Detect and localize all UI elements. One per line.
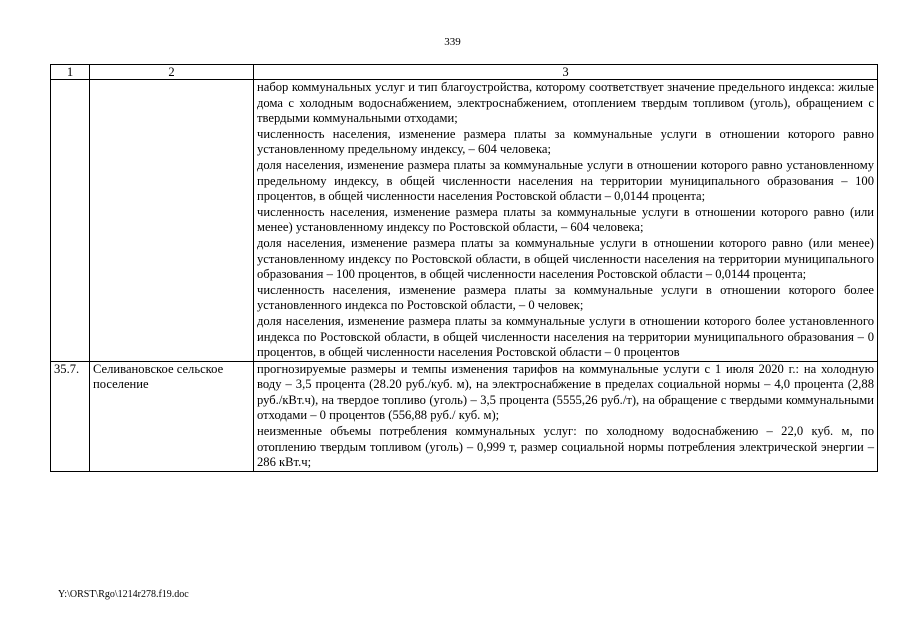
column-header: 2	[90, 65, 254, 80]
page-number: 339	[444, 36, 461, 48]
row-number-cell: 35.7.	[51, 361, 90, 471]
paragraph: набор коммунальных услуг и тип благоустройства, которому соответствует значение предельного индекса: жилые дома с холодным водоснабжением, электроснабжением, отоплением твердым топливом (уголь), обращением с твердыми коммунальными отходами;	[257, 80, 874, 126]
column-header: 1	[51, 65, 90, 80]
table-row	[51, 361, 878, 471]
row-content-cell	[254, 80, 878, 362]
file-path-footer: Y:\ORST\Rgo\1214r278.f19.doc	[58, 589, 189, 600]
paragraph: доля населения, изменение размера платы за коммунальные услуги в отношении которого равно установленному предельному индексу, в общей численности населения на территории муниципального образования – 100 процентов, в общей численности населения Ростовской области – 0,0144 процента;	[257, 157, 874, 204]
row-number-cell	[51, 80, 90, 362]
paragraph: численность населения, изменение размера платы за коммунальные услуги в отношении которого равно (или менее) установленному индексу по Ростовской области, – 604 человека;	[257, 204, 874, 235]
paragraph: доля населения, изменение размера платы за коммунальные услуги в отношении которого равно (или менее) установленному индексу по Ростовской области, в общей численности населения на территории муниципального образования – 100 процентов, в общей численности населения Ростовской области – 0,0144 процента;	[257, 235, 874, 282]
row-name-cell	[90, 80, 254, 362]
paragraph: прогнозируемые размеры и темпы изменения тарифов на коммунальные услуги с 1 июля 2020 г.: на холодную воду – 3,5 процента (28.20 руб./куб. м), на электроснабжение в пределах социальной нормы – 4,0 процента (2,88 руб./кВт.ч), на твердое топливо (уголь) – 3,5 процента (5555,26 руб./т), на обращение с твердыми коммунальными отходами – 0 процентов (556,88 руб./ куб. м);	[257, 361, 874, 423]
document-table	[50, 64, 878, 472]
row-name-cell: Селивановское сельское поселение	[90, 361, 254, 471]
paragraph: неизменные объемы потребления коммунальных услуг: по холодному водоснабжению – 22,0 куб. м, по отоплению твердым топливом (уголь) – 0,999 т, размер социальной нормы потребления электрической энергии – 286 кВт.ч;	[257, 424, 874, 470]
paragraph: доля населения, изменение размера платы за коммунальные услуги в отношении которого более установленного индекса по Ростовской области, в общей численности населения на территории муниципального образования – 0 процентов, в общей численности населения Ростовской области – 0 процентов	[257, 313, 874, 360]
paragraph: численность населения, изменение размера платы за коммунальные услуги в отношении которого более установленного индекса по Ростовской области, – 0 человек;	[257, 282, 874, 313]
paragraph: численность населения, изменение размера платы за коммунальные услуги в отношении которого равно установленному предельному индексу, – 604 человека;	[257, 126, 874, 157]
column-header: 3	[254, 65, 878, 80]
table-header-row	[51, 65, 878, 80]
row-content-cell	[254, 361, 878, 471]
table-row	[51, 80, 878, 362]
